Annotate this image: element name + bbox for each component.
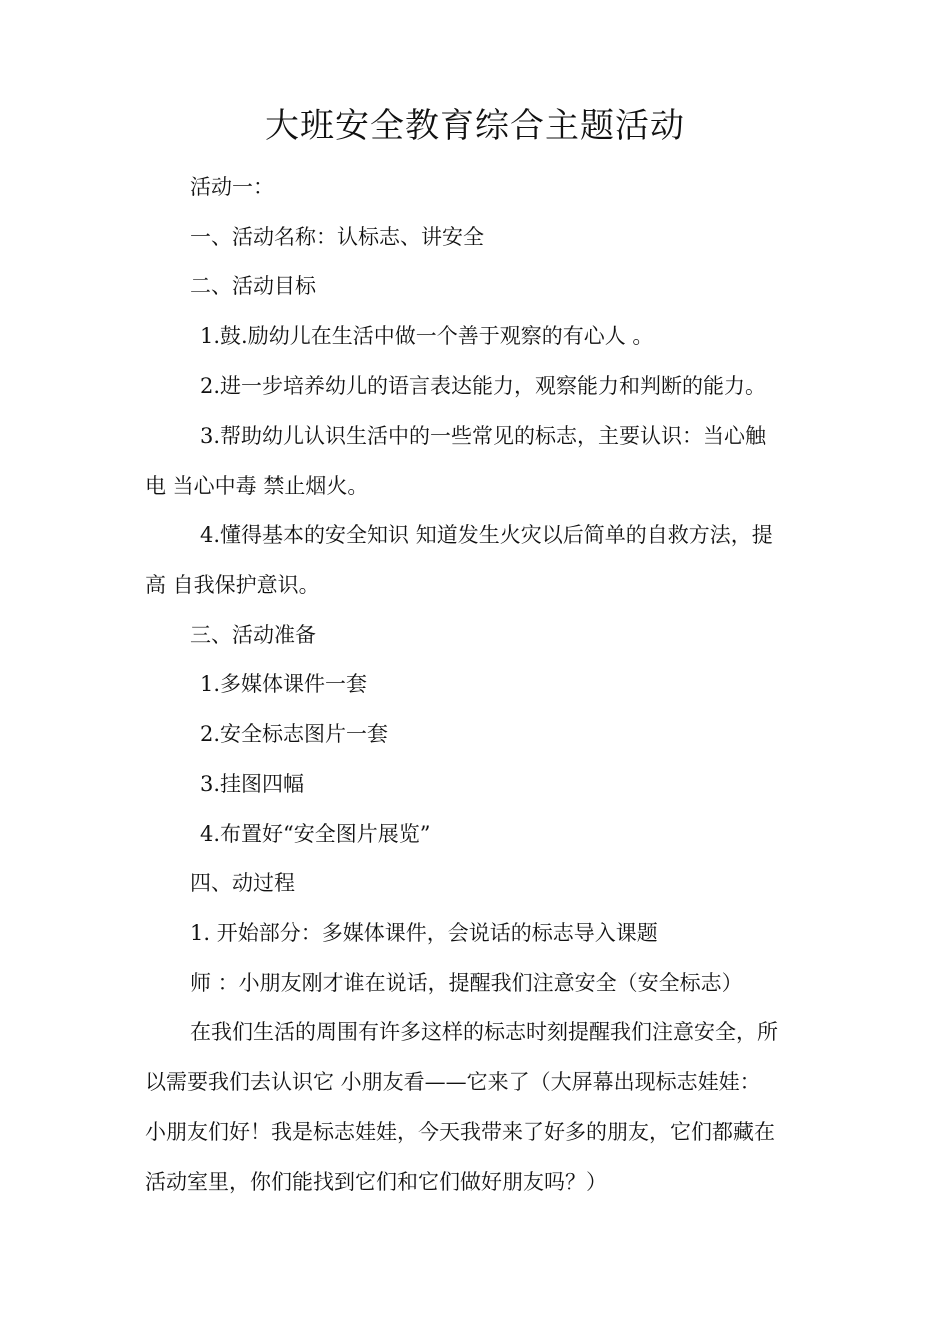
document-title: 大班安全教育综合主题活动	[265, 106, 685, 146]
preparation-item-4: 4.布置好“安全图片展览”	[200, 822, 431, 846]
narrative-paragraph-line-4: 活动室里，你们能找到它们和它们做好朋友吗？）	[145, 1170, 607, 1194]
narrative-paragraph-line-2: 以需要我们去认识它 小朋友看——它来了（大屏幕出现标志娃娃：	[145, 1070, 761, 1094]
goal-item-2: 2.进一步培养幼儿的语言表达能力，观察能力和判断的能力。	[200, 374, 767, 398]
heading-activity-preparation: 三、活动准备	[190, 623, 316, 647]
goal-item-4-continued: 高 自我保护意识。	[145, 573, 320, 597]
preparation-item-2: 2.安全标志图片一套	[200, 722, 389, 746]
preparation-item-3: 3.挂图四幅	[200, 772, 305, 796]
goal-item-3-continued: 电 当心中毒 禁止烟火。	[145, 474, 369, 498]
heading-activity-goals: 二、活动目标	[190, 274, 316, 298]
teacher-dialogue: 师 ：小朋友刚才谁在说话，提醒我们注意安全（安全标志）	[190, 971, 743, 995]
goal-item-3: 3.帮助幼儿认识生活中的一些常见的标志，主要认识：当心触	[200, 424, 767, 448]
process-step-1: 1. 开始部分：多媒体课件，会说话的标志导入课题	[190, 921, 658, 945]
goal-item-1: 1.鼓.励幼儿在生活中做一个善于观察的有心人 。	[200, 324, 654, 348]
preparation-item-1: 1.多媒体课件一套	[200, 672, 368, 696]
narrative-paragraph-line-3: 小朋友们好！我是标志娃娃，今天我带来了好多的朋友，它们都藏在	[145, 1120, 775, 1144]
paragraph-activity-one: 活动一：	[190, 175, 274, 199]
paragraph-activity-name: 一、活动名称：认标志、讲安全	[190, 225, 484, 249]
heading-activity-process: 四、动过程	[190, 871, 295, 895]
goal-item-4: 4.懂得基本的安全知识 知道发生火灾以后简单的自救方法，提	[200, 523, 773, 547]
narrative-paragraph-line-1: 在我们生活的周围有许多这样的标志时刻提醒我们注意安全，所	[190, 1020, 778, 1044]
